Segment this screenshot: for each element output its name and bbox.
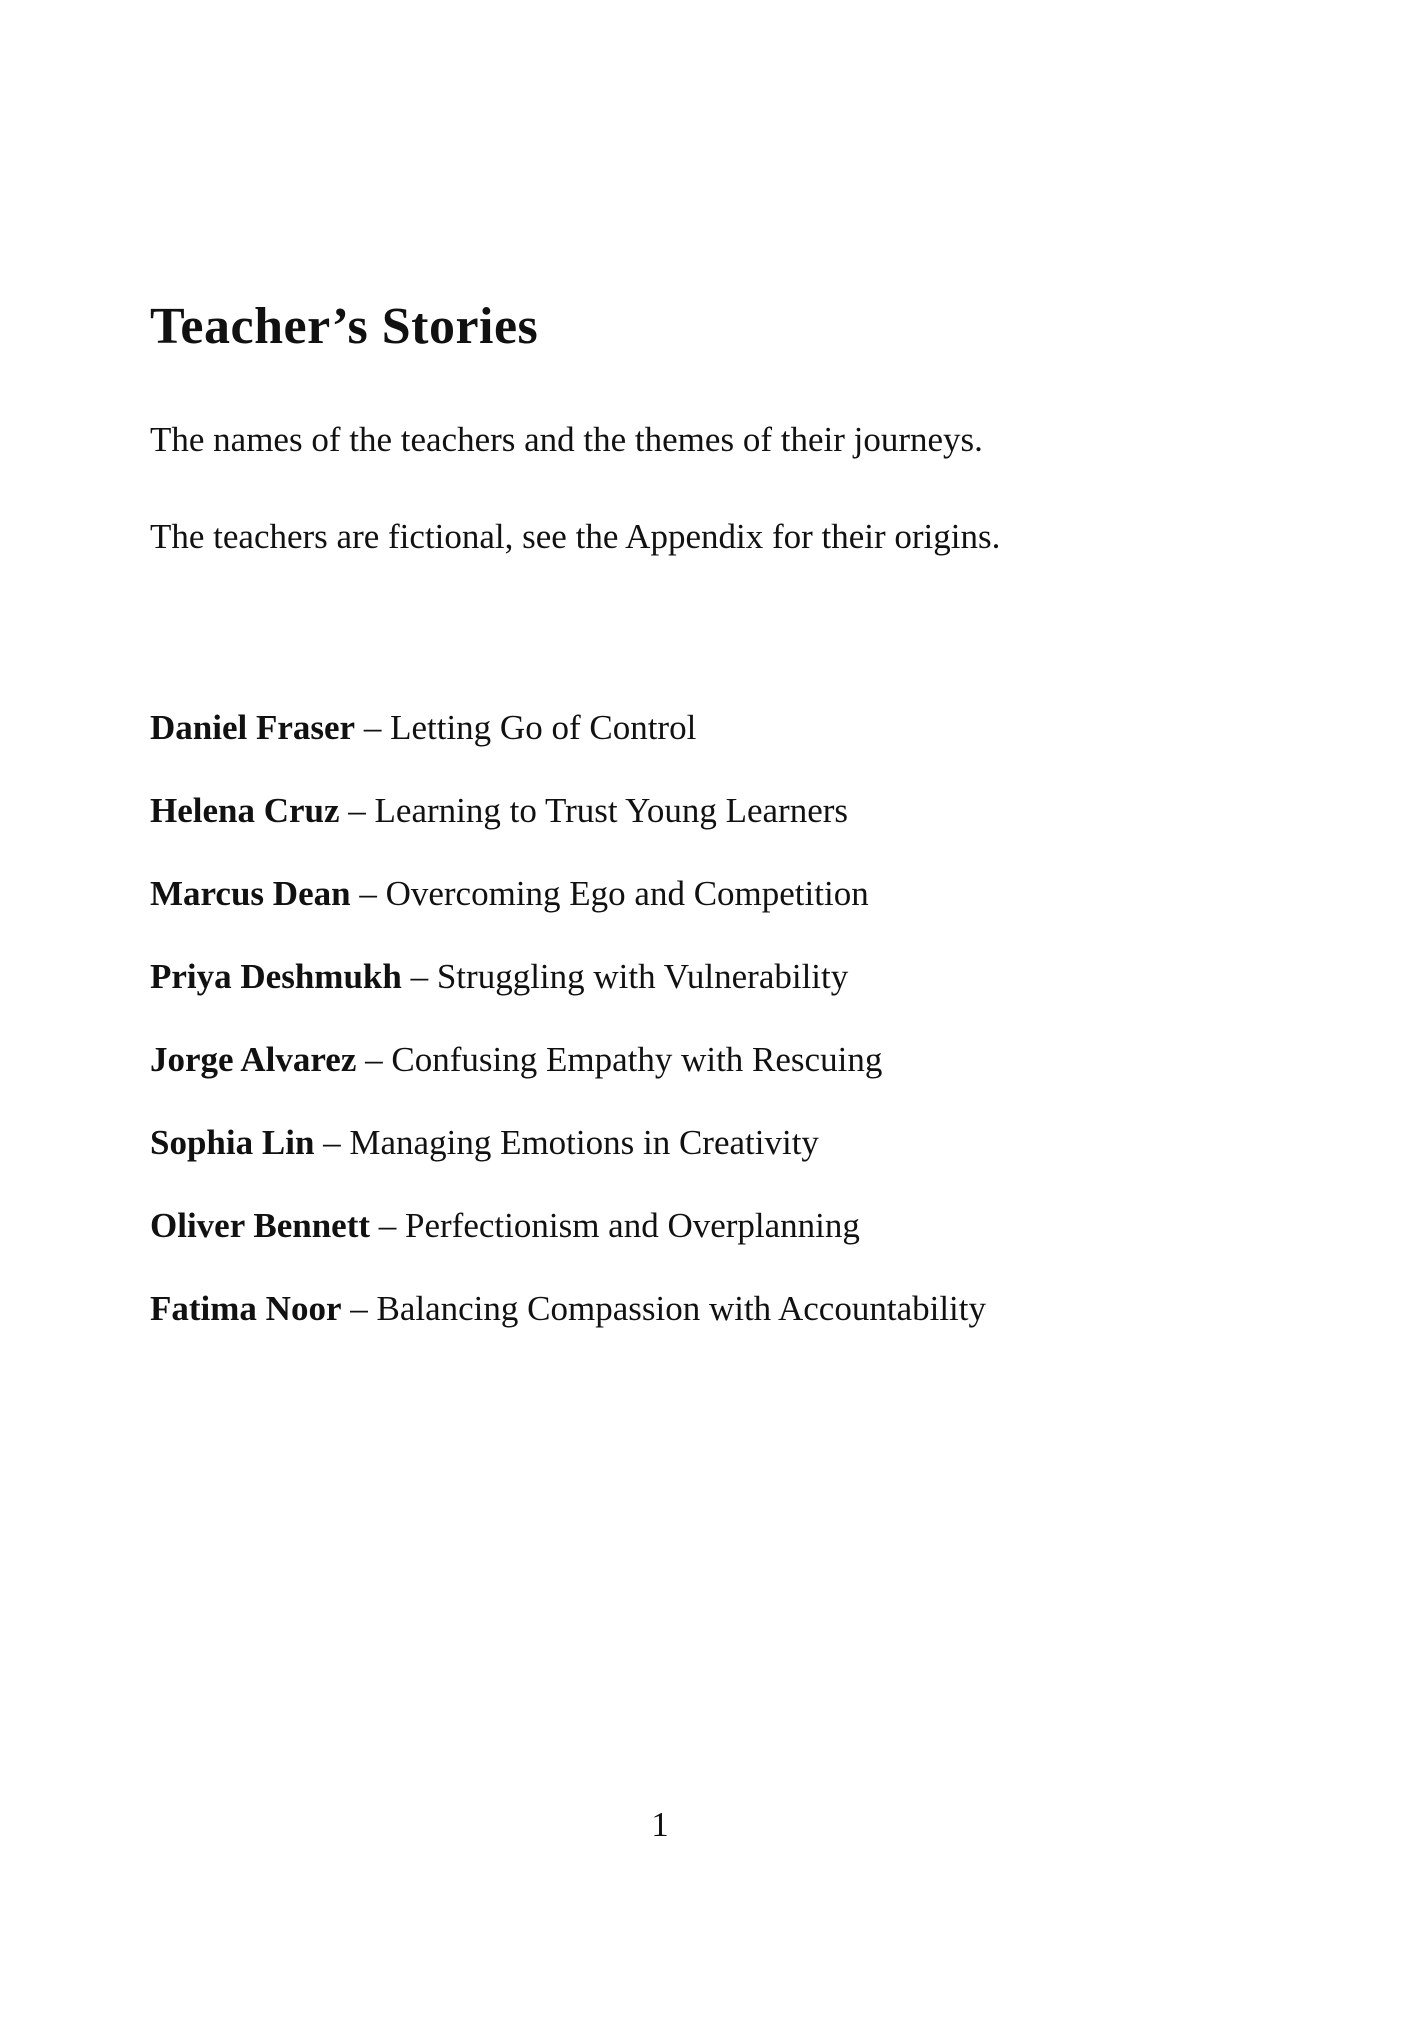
- teacher-entry: [150, 1118, 1206, 1168]
- teacher-name: Oliver Bennett: [150, 1206, 371, 1245]
- page-title: Teacher’s Stories: [150, 298, 539, 355]
- teacher-entry: [150, 869, 1206, 919]
- teacher-entry: [150, 952, 1206, 1002]
- teacher-entry: [150, 1035, 1206, 1085]
- teacher-theme: – Learning to Trust Young Learners: [339, 791, 849, 830]
- teacher-theme: – Overcoming Ego and Competition: [350, 874, 869, 913]
- teacher-theme: – Perfectionism and Overplanning: [370, 1206, 860, 1245]
- teacher-theme: – Balancing Compassion with Accountability: [341, 1289, 986, 1328]
- teacher-entry: [150, 1284, 1206, 1334]
- teacher-entry: [150, 1201, 1206, 1251]
- teacher-entry: [150, 703, 1206, 753]
- teacher-name: Fatima Noor: [150, 1289, 342, 1328]
- teacher-theme: – Confusing Empathy with Rescuing: [356, 1040, 883, 1079]
- teacher-name: Jorge Alvarez: [150, 1040, 357, 1079]
- teacher-name: Marcus Dean: [150, 874, 351, 913]
- page-number: 1: [651, 1805, 669, 1844]
- teacher-theme: – Letting Go of Control: [355, 708, 697, 747]
- teacher-entry: [150, 786, 1206, 836]
- intro-paragraph-1: The names of the teachers and the themes of their journeys.: [150, 420, 983, 459]
- teacher-name: Priya Deshmukh: [150, 957, 402, 996]
- teacher-name: Helena Cruz: [150, 791, 340, 830]
- intro-paragraph-2: The teachers are fictional, see the Appendix for their origins.: [150, 517, 1001, 556]
- teacher-list: [150, 703, 1206, 1334]
- teacher-theme: – Struggling with Vulnerability: [401, 957, 849, 996]
- teacher-theme: – Managing Emotions in Creativity: [314, 1123, 819, 1162]
- teacher-name: Daniel Fraser: [150, 708, 356, 747]
- teacher-name: Sophia Lin: [150, 1123, 315, 1162]
